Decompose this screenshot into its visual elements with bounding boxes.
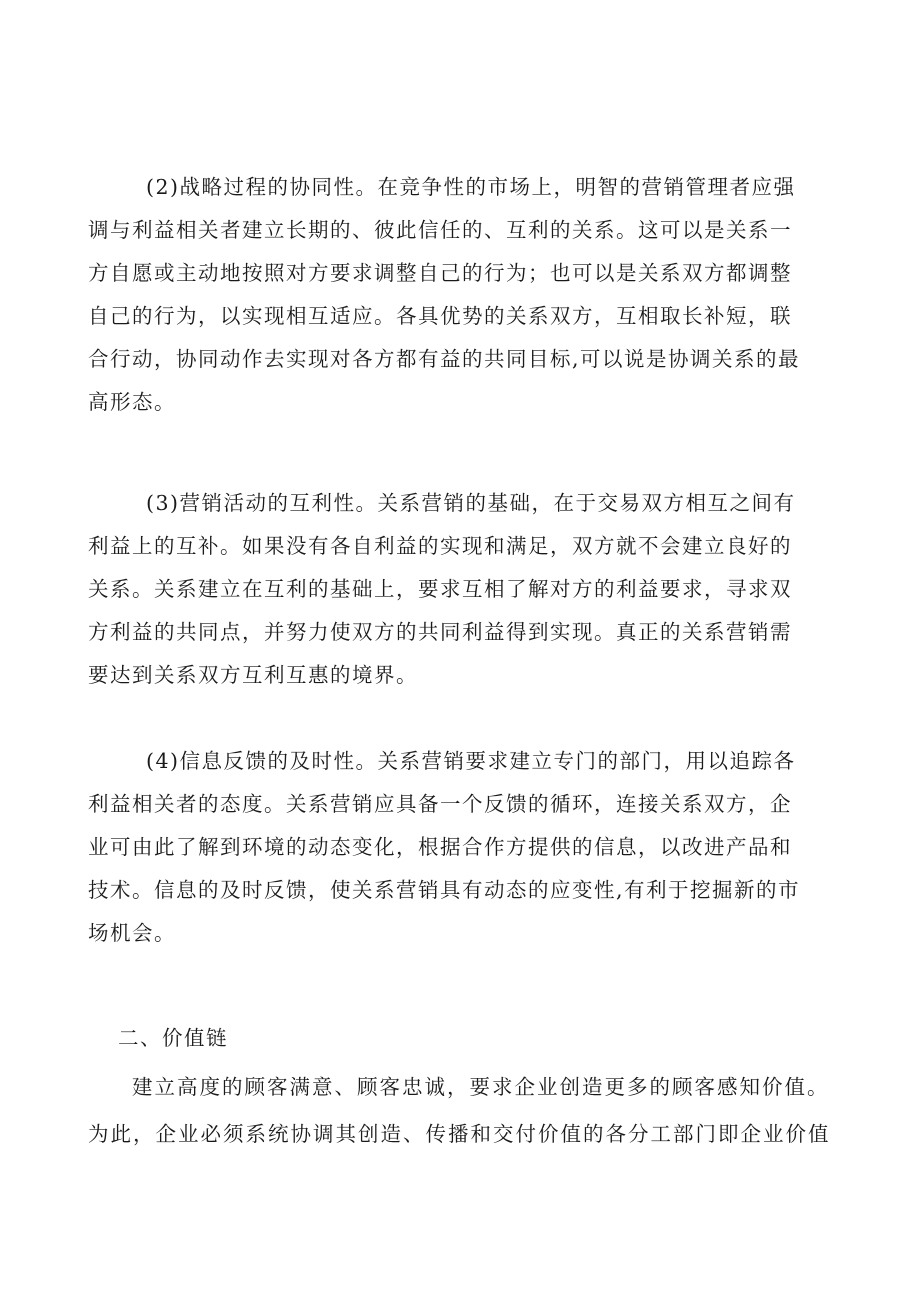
paragraph-line: 方利益的共同点，并努力使双方的共同利益得到实现。真正的关系营销需 xyxy=(88,620,792,644)
paragraph-line: 方自愿或主动地按照对方要求调整自己的行为；也可以是关系双方都调整 xyxy=(88,261,792,285)
paragraph-mutual-benefit xyxy=(88,482,848,697)
paragraph-line: 要达到关系双方互利互惠的境界。 xyxy=(88,663,418,687)
paragraph-line: 关系。关系建立在互利的基础上，要求互相了解对方的利益要求，寻求双 xyxy=(88,577,792,601)
paragraph-line: 利益上的互补。如果没有各自利益的实现和满足，双方就不会建立良好的 xyxy=(88,534,792,558)
paragraph-value-chain xyxy=(88,1064,878,1158)
paragraph-strategy-synergy xyxy=(88,166,848,424)
paragraph-line: 为此，企业必须系统协调其创造、传播和交付价值的各分工部门即企业价值 xyxy=(88,1122,831,1146)
paragraph-line: 业可由此了解到环境的动态变化，根据合作方提供的信息，以改进产品和 xyxy=(88,835,792,859)
paragraph-feedback-timeliness xyxy=(88,740,848,955)
paragraph-line: 技术。信息的及时反馈，使关系营销具有动态的应变性,有利于挖掘新的市 xyxy=(88,878,801,902)
paragraph-line: 高形态。 xyxy=(88,390,176,414)
paragraph-line: 调与利益相关者建立长期的、彼此信任的、互利的关系。这可以是关系一 xyxy=(88,218,792,242)
paragraph-line: (4)信息反馈的及时性。关系营销要求建立专门的部门，用以追踪各 xyxy=(146,749,796,773)
paragraph-line: 建立高度的顾客满意、顾客忠诚，要求企业创造更多的顾客感知价值。 xyxy=(132,1075,830,1099)
paragraph-line: 合行动，协同动作去实现对各方都有益的共同目标,可以说是协调关系的最 xyxy=(88,347,801,371)
paragraph-line: 自己的行为，以实现相互适应。各具优势的关系双方，互相取长补短，联 xyxy=(88,304,792,328)
paragraph-line: 利益相关者的态度。关系营销应具备一个反馈的循环，连接关系双方，企 xyxy=(88,792,792,816)
paragraph-line: (3)营销活动的互利性。关系营销的基础，在于交易双方相互之间有 xyxy=(146,491,796,515)
paragraph-line: (2)战略过程的协同性。在竞争性的市场上，明智的营销管理者应强 xyxy=(146,175,796,199)
section-heading: 二、价值链 xyxy=(118,1026,228,1050)
paragraph-line: 场机会。 xyxy=(88,921,176,945)
